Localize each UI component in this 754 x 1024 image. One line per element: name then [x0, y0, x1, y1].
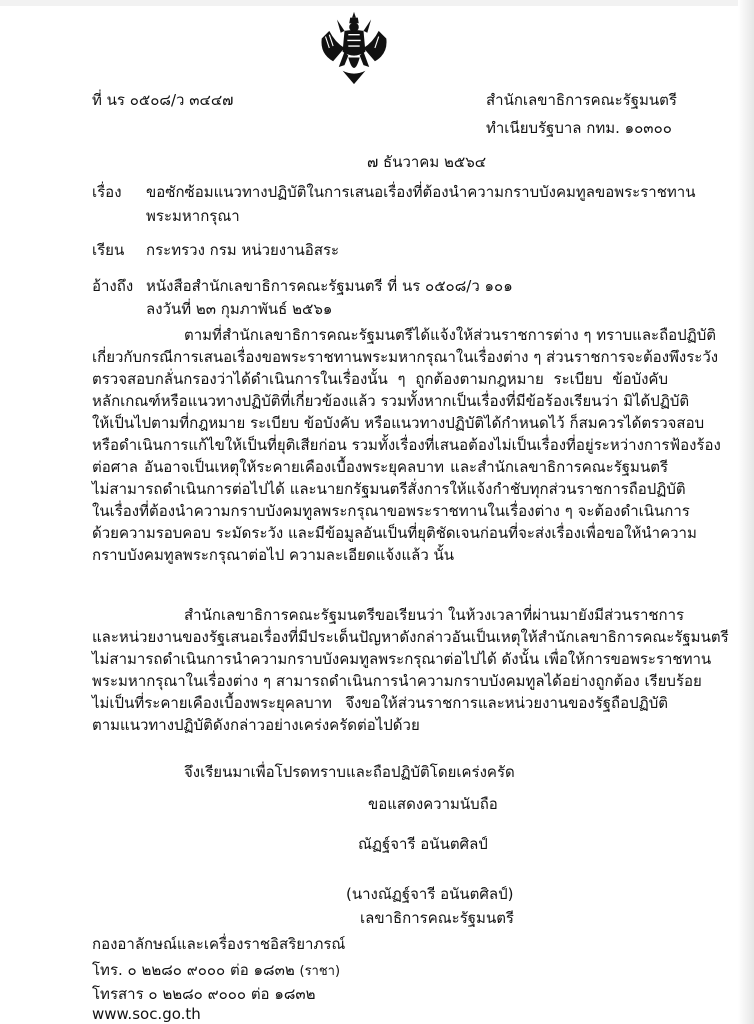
reference-line-2: ลงวันที่ ๒๓ กุมภาพันธ์ ๒๕๖๑	[146, 300, 333, 318]
paragraph-line: และหน่วยงานของรัฐเสนอเรื่องที่มีประเด็นปัญหาดังกล่าวอันเป็นเหตุให้สำนักเลขาธิการคณะรัฐมนตรี	[92, 628, 729, 646]
reference-label: อ้างถึง	[92, 277, 134, 295]
paragraph-line: หลักเกณฑ์หรือแนวทางปฏิบัติที่เกี่ยวข้องแล้ว รวมทั้งหากเป็นเรื่องที่มีข้อร้องเรียนว่า มิได้ปฏิบัติ	[92, 392, 690, 410]
paragraph-line: ให้เป็นไปตามที่กฎหมาย ระเบียบ ข้อบังคับ หรือแนวทางปฏิบัติได้กำหนดไว้ ก็สมควรได้ตรวจสอบ	[92, 414, 705, 432]
paragraph-line: ตามแนวทางปฏิบัติดังกล่าวอย่างเคร่งครัดต่อไปด้วย	[92, 716, 420, 734]
signer-name: (นางณัฏฐ์จารี อนันตศิลป์)	[346, 885, 514, 903]
paragraph-line: ตามที่สำนักเลขาธิการคณะรัฐมนตรีได้แจ้งให้ส่วนราชการต่าง ๆ ทราบและถือปฏิบัติ	[184, 326, 717, 344]
office-name: สำนักเลขาธิการคณะรัฐมนตรี	[486, 91, 677, 109]
paragraph-line: ตรวจสอบกลั่นกรองว่าได้ดำเนินการในเรื่องนั้น ๆ ถูกต้องตามกฎหมาย ระเบียบ ข้อบังคับ	[92, 370, 668, 388]
closing-respect: ขอแสดงความนับถือ	[368, 795, 498, 813]
office-address: ทำเนียบรัฐบาล กทม. ๑๐๓๐๐	[486, 119, 672, 137]
closing-request: จึงเรียนมาเพื่อโปรดทราบและถือปฏิบัติโดยเคร่งครัด	[184, 763, 515, 781]
paragraph-line: ต่อศาล อันอาจเป็นเหตุให้ระคายเคืองเบื้องพระยุคลบาท และสำนักเลขาธิการคณะรัฐมนตรี	[92, 458, 668, 476]
paragraph-line: หรือดำเนินการแก้ไขให้เป็นที่ยุติเสียก่อน รวมทั้งเรื่องที่เสนอต้องไม่เป็นเรื่องที่อยู่ระหว่างการฟ้องร้อง	[92, 436, 721, 454]
paragraph-line: ไม่สามารถดำเนินการต่อไปได้ และนายกรัฐมนตรีสั่งการให้แจ้งกำชับทุกส่วนราชการถือปฏิบัติ	[92, 480, 686, 498]
page-top-edge	[0, 0, 754, 6]
footer-phone-note: (ราชา)	[299, 964, 341, 979]
footer-phone-number: โทร. ๐ ๒๒๘๐ ๙๐๐๐ ต่อ ๑๘๓๒	[92, 961, 295, 979]
paragraph-line: เกี่ยวกับกรณีการเสนอเรื่องขอพระราชทานพระมหากรุณาในเรื่องต่าง ๆ ส่วนราชการจะต้องพึงระวัง	[92, 348, 719, 366]
reference-number: ที่ นร ๐๕๐๘/ว ๓๔๔๗	[92, 91, 234, 109]
salutation-label: เรียน	[92, 241, 125, 259]
signer-position: เลขาธิการคณะรัฐมนตรี	[360, 909, 514, 927]
paragraph-line: พระมหากรุณาในเรื่องต่าง ๆ สามารถดำเนินการนำความกราบบังคมทูลได้อย่างถูกต้อง เรียบร้อย	[92, 672, 702, 690]
page-right-edge	[738, 0, 754, 1024]
paragraph-line: ไม่เป็นที่ระคายเคืองเบื้องพระยุคลบาท จึงขอให้ส่วนราชการและหน่วยงานของรัฐถือปฏิบัติ	[92, 694, 668, 712]
body-paragraph-2	[92, 604, 729, 736]
footer-website: www.soc.go.th	[92, 1005, 201, 1023]
paragraph-line: กราบบังคมทูลพระกรุณาต่อไป ความละเอียดแจ้งแล้ว นั้น	[92, 546, 455, 564]
subject-label: เรื่อง	[92, 183, 122, 201]
body-paragraph-1	[92, 324, 721, 566]
paragraph-line: ไม่สามารถดำเนินการนำความกราบบังคมทูลพระกรุณาต่อไปได้ ดังนั้น เพื่อให้การขอพระราชทาน	[92, 650, 712, 668]
garuda-emblem-icon	[316, 10, 392, 86]
reference-line-1: หนังสือสำนักเลขาธิการคณะรัฐมนตรี ที่ นร ๐๕๐๘/ว ๑๐๑	[146, 277, 513, 295]
signature: ณัฏฐ์จารี อนันตศิลป์	[358, 835, 488, 853]
subject-line-2: พระมหากรุณา	[146, 207, 240, 225]
paragraph-line: ในเรื่องที่ต้องนำความกราบบังคมทูลพระกรุณาขอพระราชทานในเรื่องต่าง ๆ จะต้องดำเนินการ	[92, 502, 690, 520]
paragraph-line: ด้วยความรอบคอบ ระมัดระวัง และมีข้อมูลอันเป็นที่ยุติชัดเจนก่อนที่จะส่งเรื่องเพื่อขอให้นำความ	[92, 524, 697, 542]
footer-phone	[92, 960, 340, 982]
footer-fax: โทรสาร ๐ ๒๒๘๐ ๙๐๐๐ ต่อ ๑๘๓๒	[92, 985, 316, 1003]
paragraph-line: สำนักเลขาธิการคณะรัฐมนตรีขอเรียนว่า ในห้วงเวลาที่ผ่านมายังมีส่วนราชการ	[184, 606, 685, 624]
subject-line-1: ขอซักซ้อมแนวทางปฏิบัติในการเสนอเรื่องที่ต้องนำความกราบบังคมทูลขอพระราชทาน	[146, 183, 696, 201]
salutation-recipients: กระทรวง กรม หน่วยงานอิสระ	[146, 241, 340, 259]
letter-date: ๗ ธันวาคม ๒๕๖๔	[367, 153, 487, 171]
footer-division: กองอาลักษณ์และเครื่องราชอิสริยาภรณ์	[92, 935, 346, 953]
